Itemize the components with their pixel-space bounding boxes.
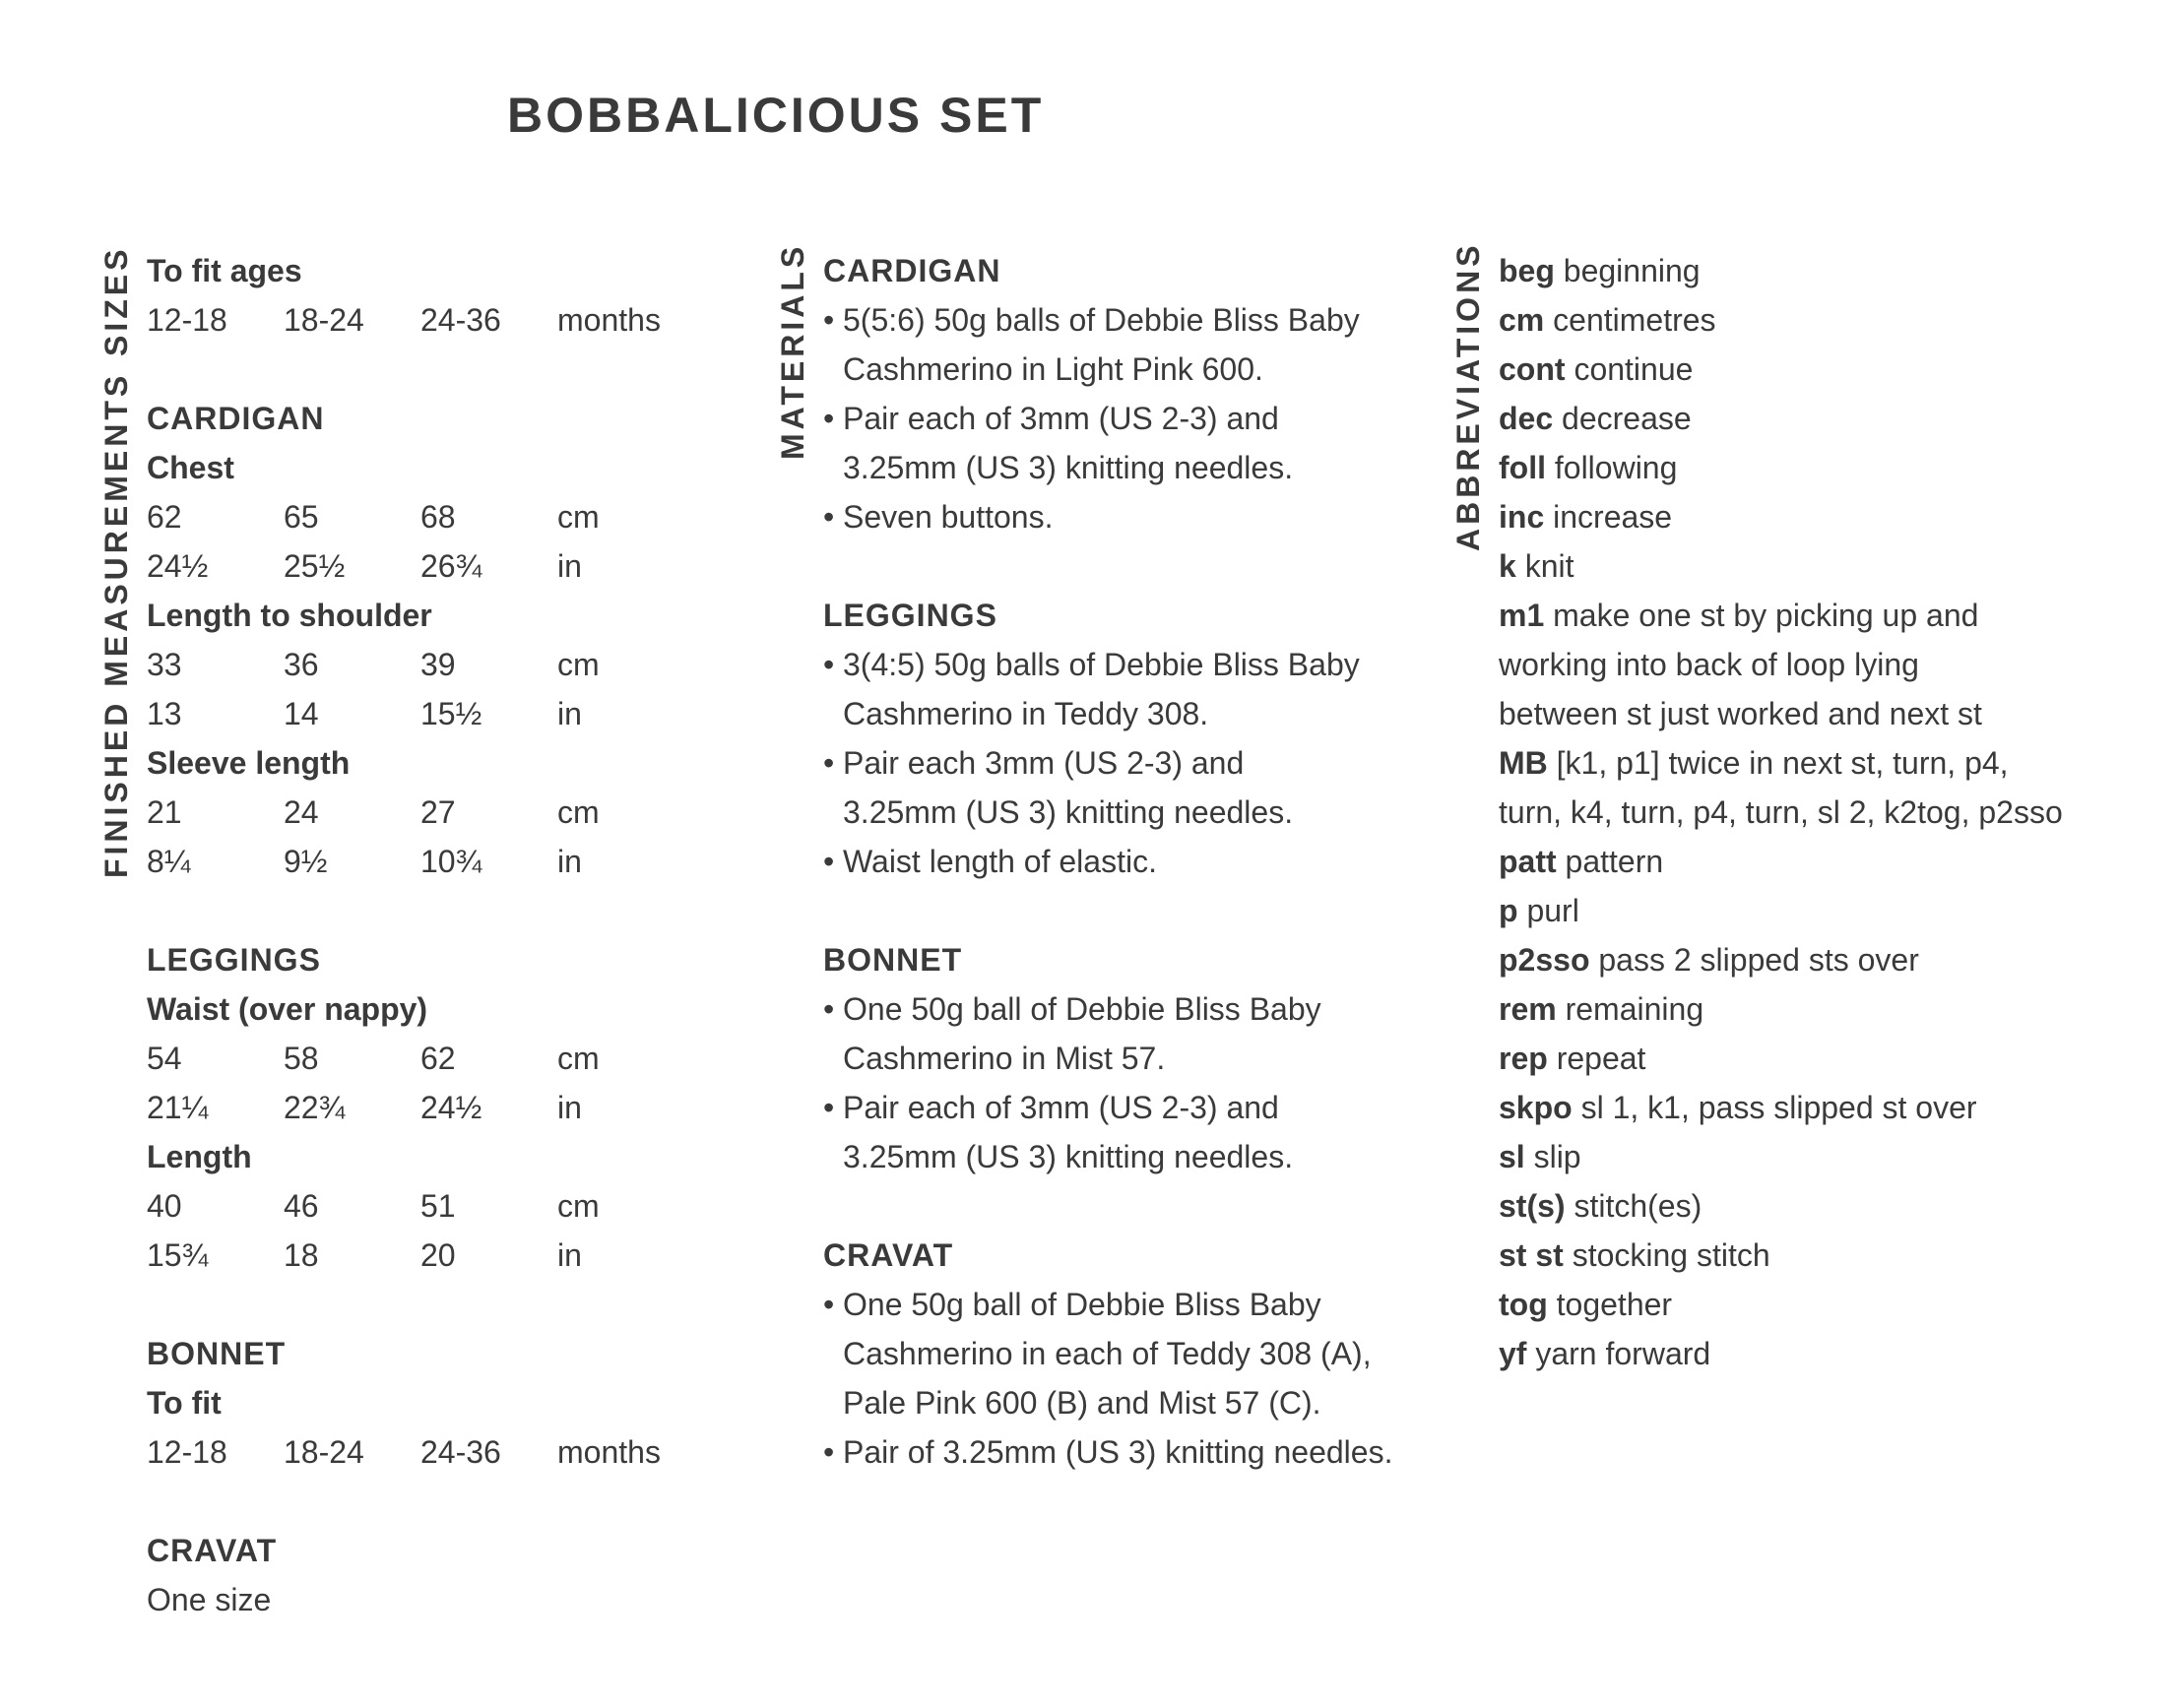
abbreviation-definition: stitch(es)	[1574, 1188, 1702, 1224]
abbreviation-entry	[1499, 738, 2178, 788]
measure-value: 46	[284, 1188, 319, 1224]
materials-side-label: MATERIALS	[775, 242, 810, 460]
measure-unit: cm	[557, 499, 600, 535]
measure-value: 65	[284, 499, 319, 535]
length-cm-row	[147, 640, 698, 689]
measure-value: 24½	[420, 1090, 482, 1125]
measure-value: 68	[420, 499, 456, 535]
bullet-icon: •	[823, 745, 835, 781]
bullet-icon: •	[823, 1090, 835, 1125]
bullet-icon: •	[823, 1287, 835, 1322]
measure-unit: in	[557, 844, 582, 879]
measure-value: 10¾	[420, 844, 482, 879]
abbreviation-entry	[1499, 591, 2178, 640]
abbreviation-definition: pattern	[1565, 844, 1664, 879]
measure-value: 54	[147, 1041, 182, 1076]
page-title: BOBBALICIOUS SET	[507, 88, 1045, 143]
abbreviation-entry	[1499, 886, 2178, 935]
abbreviation-key: k	[1499, 548, 1516, 584]
measure-value: 15½	[420, 696, 482, 731]
measure-unit: in	[557, 1090, 582, 1125]
measure-unit: in	[557, 1237, 582, 1273]
material-line: 3(4:5) 50g balls of Debbie Bliss Baby	[843, 647, 1360, 682]
material-line: Pair each 3mm (US 2-3) and	[843, 745, 1245, 781]
leggings-length-label: Length	[147, 1139, 252, 1174]
measure-unit: cm	[557, 794, 600, 830]
sizes-side-label: SIZES	[98, 245, 134, 356]
measure-value: 51	[420, 1188, 456, 1224]
leggings-length-cm-row	[147, 1181, 698, 1231]
material-line: Waist length of elastic.	[843, 844, 1157, 879]
size-value: 18-24	[284, 302, 364, 338]
abbreviation-entry	[1499, 443, 2178, 492]
measure-value: 24	[284, 794, 319, 830]
material-item	[823, 837, 1434, 886]
materials-cravat-heading: CRAVAT	[823, 1237, 954, 1273]
size-value: 24-36	[420, 1434, 501, 1470]
measure-value: 36	[284, 647, 319, 682]
abbreviation-key: beg	[1499, 253, 1555, 288]
measure-value: 33	[147, 647, 182, 682]
abbreviation-entry	[1499, 1083, 2178, 1132]
measure-value: 20	[420, 1237, 456, 1273]
abbreviations-side-label: ABBREVIATIONS	[1450, 241, 1486, 551]
chest-cm-row	[147, 492, 698, 541]
bullet-icon: •	[823, 302, 835, 338]
measure-unit: cm	[557, 1188, 600, 1224]
measure-value: 62	[147, 499, 182, 535]
waist-label: Waist (over nappy)	[147, 991, 428, 1027]
bullet-icon: •	[823, 1434, 835, 1470]
measure-value: 9½	[284, 844, 328, 879]
material-line: Pair each of 3mm (US 2-3) and	[843, 401, 1279, 436]
measure-value: 26¾	[420, 548, 482, 584]
material-line: Pair each of 3mm (US 2-3) and	[843, 1090, 1279, 1125]
material-item	[823, 738, 1434, 837]
size-unit: months	[557, 302, 661, 338]
size-unit: months	[557, 1434, 661, 1470]
measure-value: 21¼	[147, 1090, 209, 1125]
abbreviation-definition: continue	[1574, 351, 1694, 387]
waist-cm-row	[147, 1034, 698, 1083]
material-item	[823, 1427, 1434, 1477]
chest-label: Chest	[147, 450, 234, 485]
abbreviation-definition: sl 1, k1, pass slipped st over	[1580, 1090, 1977, 1125]
abbreviation-entry	[1499, 935, 2178, 984]
abbreviation-definition: between st just worked and next st	[1499, 696, 1982, 731]
abbreviation-definition: increase	[1553, 499, 1673, 535]
material-line: Pair of 3.25mm (US 3) knitting needles.	[843, 1434, 1393, 1470]
material-line: Cashmerino in Teddy 308.	[843, 696, 1209, 731]
abbreviation-definition: following	[1554, 450, 1678, 485]
material-item	[823, 1083, 1434, 1181]
measure-unit: cm	[557, 1041, 600, 1076]
cravat-size-text: One size	[147, 1582, 272, 1617]
abbreviation-entry	[1499, 394, 2178, 443]
cravat-measurements-heading: CRAVAT	[147, 1533, 278, 1568]
sizes-heading: To fit ages	[147, 253, 302, 288]
abbreviation-continuation	[1499, 788, 2178, 837]
abbreviation-key: cont	[1499, 351, 1566, 387]
material-line: Pale Pink 600 (B) and Mist 57 (C).	[843, 1385, 1321, 1421]
measure-value: 25½	[284, 548, 346, 584]
abbreviation-key: MB	[1499, 745, 1548, 781]
bullet-icon: •	[823, 991, 835, 1027]
measure-value: 24½	[147, 548, 209, 584]
abbreviation-key: rep	[1499, 1041, 1548, 1076]
abbreviation-key: tog	[1499, 1287, 1548, 1322]
material-line: Cashmerino in each of Teddy 308 (A),	[843, 1336, 1372, 1371]
abbreviation-key: st(s)	[1499, 1188, 1566, 1224]
abbreviation-definition: slip	[1533, 1139, 1581, 1174]
abbreviation-key: p2sso	[1499, 942, 1590, 978]
measure-unit: in	[557, 548, 582, 584]
measure-value: 21	[147, 794, 182, 830]
material-line: 3.25mm (US 3) knitting needles.	[843, 794, 1294, 830]
abbreviation-entry	[1499, 1231, 2178, 1280]
measure-value: 13	[147, 696, 182, 731]
material-line: 3.25mm (US 3) knitting needles.	[843, 1139, 1294, 1174]
abbreviation-continuation	[1499, 689, 2178, 738]
sleeve-cm-row	[147, 788, 698, 837]
measure-value: 58	[284, 1041, 319, 1076]
abbreviation-entry	[1499, 295, 2178, 345]
abbreviation-entry	[1499, 541, 2178, 591]
abbreviation-entry	[1499, 246, 2178, 295]
abbreviation-key: st st	[1499, 1237, 1564, 1273]
material-item	[823, 640, 1434, 738]
material-item	[823, 394, 1434, 492]
abbreviation-key: sl	[1499, 1139, 1525, 1174]
material-line: Cashmerino in Mist 57.	[843, 1041, 1166, 1076]
abbreviation-entry	[1499, 984, 2178, 1034]
sizes-row	[147, 295, 698, 345]
leggings-measurements-heading: LEGGINGS	[147, 942, 321, 978]
measure-value: 15¾	[147, 1237, 209, 1273]
abbreviation-definition: working into back of loop lying	[1499, 647, 1919, 682]
length-to-shoulder-label: Length to shoulder	[147, 598, 432, 633]
abbreviation-definition: make one st by picking up and	[1553, 598, 1979, 633]
material-line: Seven buttons.	[843, 499, 1054, 535]
abbreviation-entry	[1499, 1329, 2178, 1378]
abbreviation-key: skpo	[1499, 1090, 1573, 1125]
bonnet-measurements-heading: BONNET	[147, 1336, 287, 1371]
abbreviation-definition: purl	[1526, 893, 1579, 928]
abbreviation-entry	[1499, 1034, 2178, 1083]
material-item	[823, 1280, 1434, 1427]
bullet-icon: •	[823, 647, 835, 682]
size-value: 24-36	[420, 302, 501, 338]
measure-value: 8¼	[147, 844, 191, 879]
bonnet-to-fit-label: To fit	[147, 1385, 222, 1421]
abbreviation-key: p	[1499, 893, 1518, 928]
abbreviation-key: inc	[1499, 499, 1545, 535]
materials-cardigan-heading: CARDIGAN	[823, 253, 1001, 288]
size-value: 18-24	[284, 1434, 364, 1470]
abbreviation-entry	[1499, 837, 2178, 886]
material-line: Cashmerino in Light Pink 600.	[843, 351, 1263, 387]
abbreviation-key: dec	[1499, 401, 1554, 436]
materials-column	[823, 246, 1434, 1477]
abbreviation-definition: turn, k4, turn, p4, turn, sl 2, k2tog, p2sso	[1499, 794, 2063, 830]
sleeve-in-row	[147, 837, 698, 886]
abbreviation-key: rem	[1499, 991, 1557, 1027]
abbreviation-key: cm	[1499, 302, 1545, 338]
abbreviation-continuation	[1499, 640, 2178, 689]
sizes-measurements-column	[147, 246, 698, 1624]
abbreviation-definition: [k1, p1] twice in next st, turn, p4,	[1556, 745, 2009, 781]
abbreviation-entry	[1499, 1181, 2178, 1231]
abbreviation-definition: beginning	[1563, 253, 1701, 288]
abbreviation-entry	[1499, 1280, 2178, 1329]
material-line: One 50g ball of Debbie Bliss Baby	[843, 1287, 1321, 1322]
bullet-icon: •	[823, 844, 835, 879]
abbreviation-entry	[1499, 492, 2178, 541]
sleeve-length-label: Sleeve length	[147, 745, 351, 781]
bonnet-size-row	[147, 1427, 698, 1477]
leggings-length-in-row	[147, 1231, 698, 1280]
abbreviation-key: foll	[1499, 450, 1546, 485]
abbreviation-definition: yarn forward	[1535, 1336, 1711, 1371]
abbreviation-definition: centimetres	[1553, 302, 1716, 338]
abbreviation-definition: together	[1556, 1287, 1673, 1322]
measure-value: 39	[420, 647, 456, 682]
material-item	[823, 984, 1434, 1083]
measure-value: 40	[147, 1188, 182, 1224]
measure-unit: in	[557, 696, 582, 731]
materials-bonnet-heading: BONNET	[823, 942, 963, 978]
abbreviation-definition: pass 2 slipped sts over	[1598, 942, 1919, 978]
size-value: 12-18	[147, 302, 227, 338]
chest-in-row	[147, 541, 698, 591]
measure-value: 18	[284, 1237, 319, 1273]
abbreviation-definition: stocking stitch	[1572, 1237, 1770, 1273]
material-line: 3.25mm (US 3) knitting needles.	[843, 450, 1294, 485]
length-in-row	[147, 689, 698, 738]
measure-value: 22¾	[284, 1090, 346, 1125]
cardigan-measurements-heading: CARDIGAN	[147, 401, 325, 436]
abbreviation-definition: remaining	[1565, 991, 1704, 1027]
material-item	[823, 492, 1434, 541]
bullet-icon: •	[823, 401, 835, 436]
abbreviation-entry	[1499, 1132, 2178, 1181]
size-value: 12-18	[147, 1434, 227, 1470]
abbreviation-definition: decrease	[1562, 401, 1692, 436]
measure-value: 62	[420, 1041, 456, 1076]
abbreviation-key: yf	[1499, 1336, 1527, 1371]
abbreviation-entry	[1499, 345, 2178, 394]
abbreviation-definition: knit	[1524, 548, 1574, 584]
abbreviation-definition: repeat	[1556, 1041, 1646, 1076]
material-line: 5(5:6) 50g balls of Debbie Bliss Baby	[843, 302, 1360, 338]
bullet-icon: •	[823, 499, 835, 535]
waist-in-row	[147, 1083, 698, 1132]
material-line: One 50g ball of Debbie Bliss Baby	[843, 991, 1321, 1027]
finished-measurements-side-label: FINISHED MEASUREMENTS	[98, 371, 134, 878]
abbreviations-column	[1499, 246, 2178, 1378]
measure-value: 14	[284, 696, 319, 731]
materials-leggings-heading: LEGGINGS	[823, 598, 997, 633]
measure-value: 27	[420, 794, 456, 830]
abbreviation-key: m1	[1499, 598, 1545, 633]
abbreviation-key: patt	[1499, 844, 1557, 879]
material-item	[823, 295, 1434, 394]
measure-unit: cm	[557, 647, 600, 682]
